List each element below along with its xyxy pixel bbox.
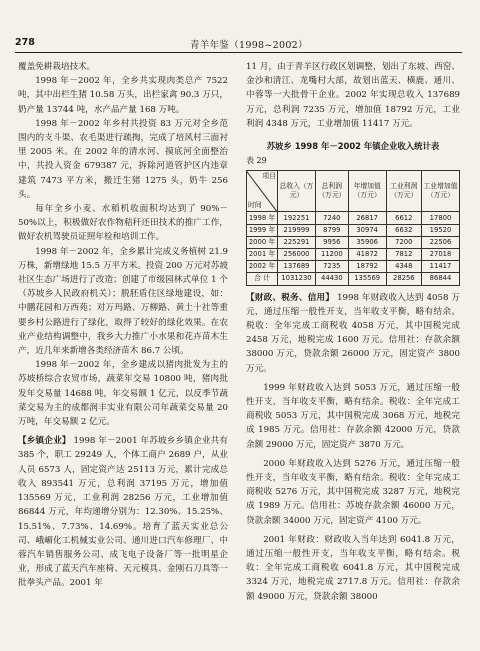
table-cell: 7235: [315, 261, 348, 273]
column-header: 工业增加值（万元）: [421, 171, 459, 212]
table-cell: 256000: [278, 248, 316, 260]
table-cell: 35906: [348, 236, 386, 248]
paragraph: 覆盖免耕栽培技术。: [18, 62, 96, 72]
table-cell: 192251: [278, 212, 316, 224]
table-cell: 30974: [348, 224, 386, 236]
corner-top-label: 项目: [262, 172, 276, 181]
table-cell: 28256: [386, 273, 421, 285]
column-header: 工业利润（万元）: [386, 171, 421, 212]
table-cell: 7200: [386, 236, 421, 248]
table-cell: 6612: [386, 212, 421, 224]
running-title: 青羊年鉴（1998~2002）: [190, 40, 308, 51]
paragraph: 1999 年财政收入达到 5053 万元，通过压缩一般性开支，当年收支平衡，略有结余。税收：全年完成工商税收 5053 万元，其中国税完成 3068 万元，地税完成 1985 万元。信用社：存款余额 42000 万元，贷款余额 29000 万元，固定资产 3870 万元。: [246, 382, 460, 450]
page-number: 278: [15, 37, 35, 48]
table-cell: 11417: [421, 261, 459, 273]
table-row: [247, 248, 460, 260]
table-cell: 9956: [315, 236, 348, 248]
table-cell: 19520: [421, 224, 459, 236]
table-title: 苏坡乡 1998 年－2002 年镇企业收入统计表: [266, 141, 440, 152]
row-label: 1998 年: [247, 212, 278, 224]
table-total-row: [247, 273, 460, 285]
table-cell: 22506: [421, 236, 459, 248]
table-corner-cell: [247, 171, 278, 212]
enterprise-income-table: [246, 170, 460, 285]
table-cell: 225291: [278, 236, 316, 248]
table-cell: 27018: [421, 248, 459, 260]
table-cell: 8799: [315, 224, 348, 236]
table-cell: 219999: [278, 224, 316, 236]
table-cell: 11200: [315, 248, 348, 260]
paragraph: 1998 年－2002 年乡村共投资 83 万元对全乡范围内的支斗渠、农毛渠进行疏掏，完成了培风村三面衬里 2005 米。在 2002 年的清水河、摸底河全面整治中，共投入资金 679387 元，拆除河道管护区内违章建筑 7473 平方米，搬迁生猪 1275 头，奶牛 256 头。: [18, 118, 228, 200]
paragraph: 每年全乡小麦、水稻机收面积均达到了 90%－50%以上，积极做好农作物秸秆还田技术的推广工作，做好农机驾驶员证照年检和培训工作。: [18, 204, 228, 243]
paragraph: 1998 年－2002 年，全乡累计完成义务植树 21.9 万株，新增绿地 15.5 万平方米。投资 200 万元对苏坡社区生态广场进行了改造；创建了市级园林式单位 1 个（苏坡乡人民政府机关）；脱胚盾住区绿地建设，如：中鹏花园和万西苑；对万玛路、万柳路、黄土十社等重要乡村公路进行了绿化，取得了较好的绿化效果。在农业产业结构调整中，我乡大力推广小水果和花卉苗木生产，近几年来新增各类经济苗木 86.7 公顷。: [18, 246, 228, 357]
section-paragraph-finance: 【财政、税务、信用】 1998 年财政收入达到 4058 万元，通过压缩一般性开支，当年收支平衡，略有结余。税收：全年完成工商税收 4058 万元，其中国税完成 2458 万元，地税完成 1600 万元。信用社：存款余额 38000 万元，贷款余额 26000 万元，固定资产 3800 万元。: [246, 292, 460, 374]
table-cell: 86844: [421, 273, 459, 285]
table-cell: 26817: [348, 212, 386, 224]
table-row: [247, 261, 460, 273]
table-cell: 137689: [278, 261, 316, 273]
paragraph: 1998 年－2002 年，全乡建成以猪肉批发为主的苏坡桥综合农贸市场，蔬菜年交易 10800 吨，猪肉批发年交易量 14688 吨，年交易额 1 亿元，以反季节蔬菜交易为主的成都润丰实业有限公司年蔬菜交易量 20 万吨，年交易额 2 亿元。: [18, 360, 228, 428]
table-cell: 135569: [348, 273, 386, 285]
row-label: 2002 年: [247, 261, 278, 273]
table-cell: 7812: [386, 248, 421, 260]
table-cell: 4348: [386, 261, 421, 273]
row-label: 2000 年: [247, 236, 278, 248]
table-cell: 7240: [315, 212, 348, 224]
table-subtitle: 表 29: [246, 156, 267, 166]
column-header: 总收入（万元）: [278, 171, 316, 212]
column-header: 年增加值（万元）: [348, 171, 386, 212]
table-header-row: [247, 171, 460, 212]
paragraph: 1998 年－2002 年，全乡共实现肉类总产 7522 吨，其中出栏生猪 10.58 万头，出栏家禽 90.3 万只，奶产量 13744 吨，水产品产量 168 万吨。: [18, 76, 228, 115]
paragraph: 2000 年财政收入达到 5276 万元，通过压缩一般性开支，当年收支平衡，略有结余。税收：全年完成工商税收 5276 万元，其中国税完成 3287 万元，地税完成 1989 万元。信用社：苏坡存款余额 46000 万元，贷款余额 34000 万元，固定资产 4100 万元。: [246, 458, 460, 526]
corner-bottom-label: 时间: [248, 201, 262, 210]
table-row: [247, 224, 460, 236]
table-row: [247, 212, 460, 224]
section-heading: 【乡镇企业】: [18, 436, 71, 447]
table-row: [247, 236, 460, 248]
paragraph: 2001 年财政：财政收入当年达到 6041.8 万元，通过压缩一般性开支，当年收支平衡，略有结余。税收：全年完成工商税收 6041.8 万元，其中国税完成 3324 万元，地税完成 2717.8 万元。信用社：存款余额 49000 万元，贷款余额 38000: [246, 534, 460, 602]
left-column: [18, 60, 228, 591]
table-cell: 1031230: [278, 273, 316, 285]
section-paragraph-township-enterprises: 【乡镇企业】 1998 年－2001 年苏坡乡乡镇企业共有 385 个，职工 29249 人，个体工商户 2689 户，从业人员 6573 人，固定资产达 25113 万元，累计完成总收入 893541 万元，总利润 37195 万元，增加值 135569 万元，工业利润 28256 万元，工业增加值 86844 万元，年均递增分别为：12.30%、15.25%、15.51%、7.73%、14.69%。培育了蓝天实业总公司、峨嵋化工机械实业公司、通川进口汽车修理厂、中蓉汽车销售服务公司、成飞电子设备厂等一批明星企业，形成了蓝天汽车座椅、天元模具、金刚石刀具等一批拳头产品。2001 年: [18, 436, 228, 589]
table-cell: 17800: [421, 212, 459, 224]
table-cell: 18792: [348, 261, 386, 273]
row-label: 2001 年: [247, 248, 278, 260]
column-header: 总利润（万元）: [315, 171, 348, 212]
row-label: 1999 年: [247, 224, 278, 236]
table-cell: 44430: [315, 273, 348, 285]
table-cell: 6632: [386, 224, 421, 236]
right-column: [246, 60, 460, 604]
row-label: 合 计: [247, 273, 278, 285]
table-cell: 41872: [348, 248, 386, 260]
section-heading: 【财政、税务、信用】: [246, 292, 335, 303]
header-rule: [15, 52, 462, 53]
paragraph: 11 月，由于青羊区行政区划调整，划出了东坡、西窑、金沙和清江、龙嘴村大部，故划出蓝天、横鹿、通川、中蓉等一大批骨干企业。2002 年实现总收入 137689 万元，总利润 7235 万元，增加值 18792 万元，工业利润 4348 万元，工业增加值 11417 万元。: [246, 62, 460, 129]
